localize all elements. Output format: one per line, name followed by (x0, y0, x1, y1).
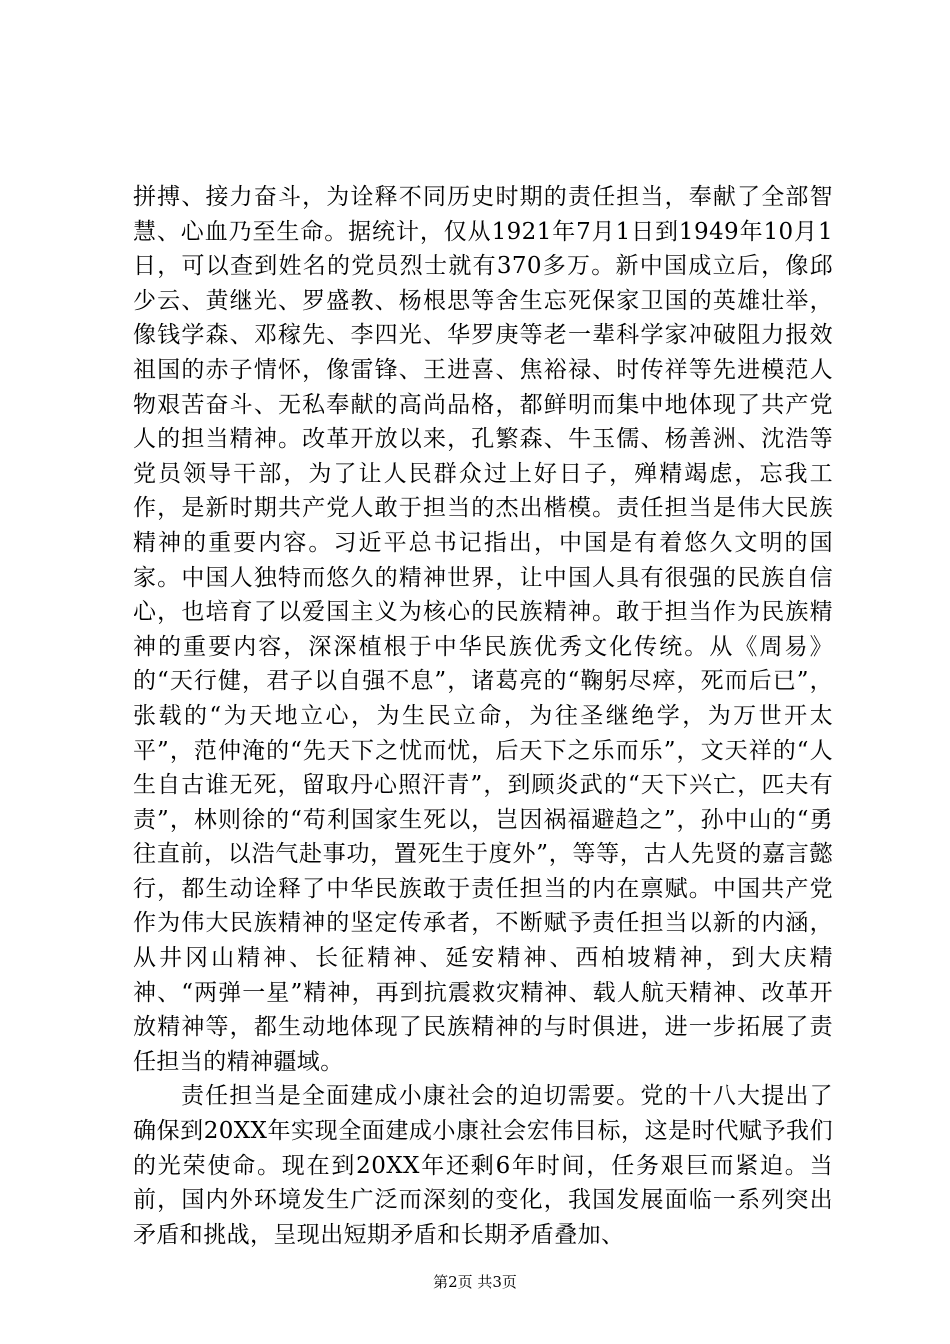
paragraph-continued: 拼搏、接力奋斗，为诠释不同历史时期的责任担当，奉献了全部智慧、心血乃至生命。据统计，仅从1921年7月1日到1949年10月1日，可以查到姓名的党员烈士就有370多万。新中国成立后，像邱少云、黄继光、罗盛教、杨根思等舍生忘死保家卫国的英雄壮举，像钱学森、邓稼先、李四光、华罗庚等老一辈科学家冲破阻力报效祖国的赤子情怀，像雷锋、王进喜、焦裕禄、时传祥等先进模范人物艰苦奋斗、无私奉献的高尚品格，都鲜明而集中地体现了共产党人的担当精神。改革开放以来，孔繁森、牛玉儒、杨善洲、沈浩等党员领导干部，为了让人民群众过上好日子，殚精竭虑，忘我工作，是新时期共产党人敢于担当的杰出楷模。责任担当是伟大民族精神的重要内容。习近平总书记指出，中国是有着悠久文明的国家。中国人独特而悠久的精神世界，让中国人具有很强的民族自信心，也培育了以爱国主义为核心的民族精神。敢于担当作为民族精神的重要内容，深深植根于中华民族优秀文化传统。从《周易》的“天行健，君子以自强不息”，诸葛亮的“鞠躬尽瘁，死而后已”，张载的“为天地立心，为生民立命，为往圣继绝学，为万世开太平”，范仲淹的“先天下之忧而忧，后天下之乐而乐”，文天祥的“人生自古谁无死，留取丹心照汗青”，到顾炎武的“天下兴亡，匹夫有责”，林则徐的“苟利国家生死以，岂因祸福避趋之”，孙中山的“勇往直前，以浩气赴事功，置死生于度外”，等等，古人先贤的嘉言懿行，都生动诠释了中华民族敢于责任担当的内在禀赋。中国共产党作为伟大民族精神的坚定传承者，不断赋予责任担当以新的内涵，从井冈山精神、长征精神、延安精神、西柏坡精神，到大庆精神、“两弹一星”精神，再到抗震救灾精神、载人航天精神、改革开放精神等，都生动地体现了民族精神的与时俱进，进一步拓展了责任担当的精神疆域。 (133, 184, 833, 1075)
paragraph-xiaokang: 责任担当是全面建成小康社会的迫切需要。党的十八大提出了确保到20XX年实现全面建成小康社会宏伟目标，这是时代赋予我们的光荣使命。现在到20XX年还剩6年时间，任务艰巨而紧迫。当前，国内外环境发生广泛而深刻的变化，我国发展面临一系列突出矛盾和挑战，呈现出短期矛盾和长期矛盾叠加、 (133, 1083, 833, 1248)
page-footer (0, 1272, 950, 1292)
body-text (133, 180, 833, 1252)
page-indicator: 第2页 共3页 (433, 1273, 517, 1291)
